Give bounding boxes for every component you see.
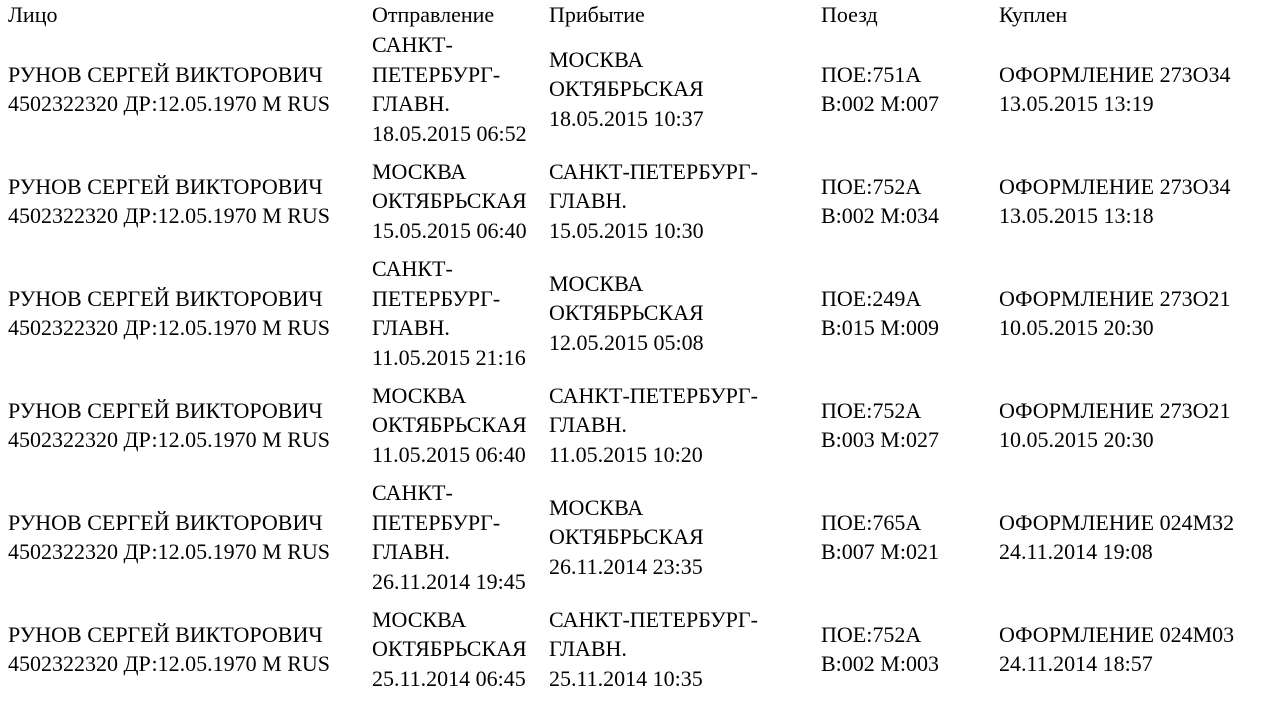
cell-departure-line: ГЛАВН. xyxy=(372,539,450,564)
cell-person-line: РУНОВ СЕРГЕЙ ВИКТОРОВИЧ xyxy=(8,397,323,423)
cell-departure-line: САНКТ- xyxy=(372,256,453,281)
cell-arrival xyxy=(549,596,821,702)
cell-train xyxy=(821,148,999,254)
cell-person-line: РУНОВ СЕРГЕЙ ВИКТОРОВИЧ xyxy=(8,509,323,535)
table-body xyxy=(8,30,1261,702)
cell-person-line: 4502322320 ДР:12.05.1970 М RUS xyxy=(8,315,331,340)
cell-departure-line: 11.05.2015 21:16 xyxy=(372,344,526,370)
cell-person-line: РУНОВ СЕРГЕЙ ВИКТОРОВИЧ xyxy=(8,61,323,87)
cell-person-line: РУНОВ СЕРГЕЙ ВИКТОРОВИЧ xyxy=(8,285,323,311)
cell-departure-line: ОКТЯБРЬСКАЯ xyxy=(372,188,527,214)
cell-person xyxy=(8,478,372,596)
cell-train-line: В:003 М:027 xyxy=(821,427,939,452)
cell-arrival-line: 15.05.2015 10:30 xyxy=(549,217,704,243)
cell-departure-line: МОСКВА xyxy=(372,158,467,184)
cell-purchased-line: ОФОРМЛЕНИЕ 024М03 xyxy=(999,621,1235,647)
cell-departure xyxy=(372,478,549,596)
cell-arrival-line: 26.11.2014 23:35 xyxy=(549,553,703,579)
cell-arrival-line: ГЛАВН. xyxy=(549,188,627,214)
cell-arrival-line: ГЛАВН. xyxy=(549,636,627,662)
cell-departure-line: ОКТЯБРЬСКАЯ xyxy=(372,412,527,438)
table-row xyxy=(8,148,1261,254)
cell-train xyxy=(821,596,999,702)
cell-departure-line: ПЕТЕРБУРГ- xyxy=(372,509,501,535)
cell-departure xyxy=(372,372,549,478)
column-header-purchased: Куплен xyxy=(999,2,1068,27)
cell-purchased-line: ОФОРМЛЕНИЕ 273О34 xyxy=(999,173,1231,199)
cell-arrival-line: ОКТЯБРЬСКАЯ xyxy=(549,524,704,550)
cell-person xyxy=(8,30,372,148)
table-header xyxy=(8,0,1261,30)
cell-purchased-line: 10.05.2015 20:30 xyxy=(999,315,1154,340)
cell-train-line: В:002 М:007 xyxy=(821,91,939,116)
column-header-train: Поезд xyxy=(821,2,878,27)
cell-departure-line: 11.05.2015 06:40 xyxy=(372,441,526,467)
cell-purchased-line: ОФОРМЛЕНИЕ 024М32 xyxy=(999,509,1235,535)
cell-departure-line: САНКТ- xyxy=(372,32,453,57)
cell-departure-line: САНКТ- xyxy=(372,480,453,505)
cell-departure-line: ГЛАВН. xyxy=(372,91,450,116)
cell-arrival-line: МОСКВА xyxy=(549,270,644,296)
cell-arrival xyxy=(549,372,821,478)
cell-arrival xyxy=(549,478,821,596)
cell-train-line: В:007 М:021 xyxy=(821,539,939,564)
cell-arrival-line: САНКТ-ПЕТЕРБУРГ- xyxy=(549,606,758,632)
cell-person-line: 4502322320 ДР:12.05.1970 М RUS xyxy=(8,539,331,564)
cell-purchased-line: ОФОРМЛЕНИЕ 273О21 xyxy=(999,285,1231,311)
cell-train-line: ПОЕ:752А xyxy=(821,397,922,423)
cell-person xyxy=(8,596,372,702)
cell-purchased-line: ОФОРМЛЕНИЕ 273О34 xyxy=(999,61,1231,87)
cell-person-line: 4502322320 ДР:12.05.1970 М RUS xyxy=(8,651,331,676)
cell-person xyxy=(8,148,372,254)
cell-purchased xyxy=(999,254,1261,372)
cell-departure-line: ОКТЯБРЬСКАЯ xyxy=(372,636,527,662)
cell-train xyxy=(821,478,999,596)
cell-purchased-line: 10.05.2015 20:30 xyxy=(999,427,1154,452)
column-header-person: Лицо xyxy=(8,2,58,27)
cell-person-line: 4502322320 ДР:12.05.1970 М RUS xyxy=(8,427,331,452)
cell-train-line: В:015 М:009 xyxy=(821,315,939,340)
cell-departure-line: 26.11.2014 19:45 xyxy=(372,568,526,594)
cell-person-line: РУНОВ СЕРГЕЙ ВИКТОРОВИЧ xyxy=(8,173,323,199)
cell-purchased xyxy=(999,30,1261,148)
cell-departure-line: ПЕТЕРБУРГ- xyxy=(372,285,501,311)
cell-person-line: РУНОВ СЕРГЕЙ ВИКТОРОВИЧ xyxy=(8,621,323,647)
cell-arrival-line: 18.05.2015 10:37 xyxy=(549,105,704,131)
table-row xyxy=(8,30,1261,148)
cell-departure-line: 18.05.2015 06:52 xyxy=(372,120,527,146)
cell-train-line: ПОЕ:752А xyxy=(821,173,922,199)
cell-purchased xyxy=(999,478,1261,596)
cell-train-line: ПОЕ:752А xyxy=(821,621,922,647)
cell-departure xyxy=(372,30,549,148)
cell-train xyxy=(821,372,999,478)
cell-departure-line: МОСКВА xyxy=(372,606,467,632)
cell-arrival-line: САНКТ-ПЕТЕРБУРГ- xyxy=(549,158,758,184)
cell-arrival xyxy=(549,254,821,372)
cell-train-line: ПОЕ:249А xyxy=(821,285,922,311)
column-header-arrival: Прибытие xyxy=(549,2,645,27)
cell-person-line: 4502322320 ДР:12.05.1970 М RUS xyxy=(8,203,331,228)
column-header-departure: Отправление xyxy=(372,2,495,27)
cell-departure xyxy=(372,596,549,702)
cell-train-line: ПОЕ:751А xyxy=(821,61,922,87)
cell-person xyxy=(8,254,372,372)
cell-arrival xyxy=(549,148,821,254)
table-row xyxy=(8,372,1261,478)
cell-train xyxy=(821,30,999,148)
header-row xyxy=(8,0,1261,30)
cell-arrival-line: САНКТ-ПЕТЕРБУРГ- xyxy=(549,382,758,408)
cell-train-line: В:002 М:034 xyxy=(821,203,939,228)
cell-purchased xyxy=(999,372,1261,478)
cell-train xyxy=(821,254,999,372)
table-row xyxy=(8,596,1261,702)
cell-purchased-line: 13.05.2015 13:18 xyxy=(999,203,1154,228)
cell-person xyxy=(8,372,372,478)
cell-arrival xyxy=(549,30,821,148)
cell-purchased xyxy=(999,148,1261,254)
cell-departure xyxy=(372,148,549,254)
cell-departure-line: 15.05.2015 06:40 xyxy=(372,217,527,243)
cell-arrival-line: 12.05.2015 05:08 xyxy=(549,329,704,355)
cell-arrival-line: ГЛАВН. xyxy=(549,412,627,438)
cell-arrival-line: 25.11.2014 10:35 xyxy=(549,665,703,691)
cell-purchased xyxy=(999,596,1261,702)
cell-purchased-line: 24.11.2014 18:57 xyxy=(999,651,1153,676)
cell-train-line: ПОЕ:765А xyxy=(821,509,922,535)
cell-arrival-line: ОКТЯБРЬСКАЯ xyxy=(549,76,704,102)
cell-purchased-line: 13.05.2015 13:19 xyxy=(999,91,1154,116)
cell-departure-line: 25.11.2014 06:45 xyxy=(372,665,526,691)
cell-departure-line: МОСКВА xyxy=(372,382,467,408)
cell-person-line: 4502322320 ДР:12.05.1970 М RUS xyxy=(8,91,331,116)
cell-departure-line: ГЛАВН. xyxy=(372,315,450,340)
cell-departure xyxy=(372,254,549,372)
cell-arrival-line: МОСКВА xyxy=(549,46,644,72)
cell-arrival-line: МОСКВА xyxy=(549,494,644,520)
cell-purchased-line: ОФОРМЛЕНИЕ 273О21 xyxy=(999,397,1231,423)
cell-arrival-line: 11.05.2015 10:20 xyxy=(549,441,703,467)
table-row xyxy=(8,478,1261,596)
tickets-table xyxy=(8,0,1261,702)
cell-train-line: В:002 М:003 xyxy=(821,651,939,676)
table-row xyxy=(8,254,1261,372)
cell-purchased-line: 24.11.2014 19:08 xyxy=(999,539,1153,564)
cell-arrival-line: ОКТЯБРЬСКАЯ xyxy=(549,300,704,326)
cell-departure-line: ПЕТЕРБУРГ- xyxy=(372,61,501,87)
